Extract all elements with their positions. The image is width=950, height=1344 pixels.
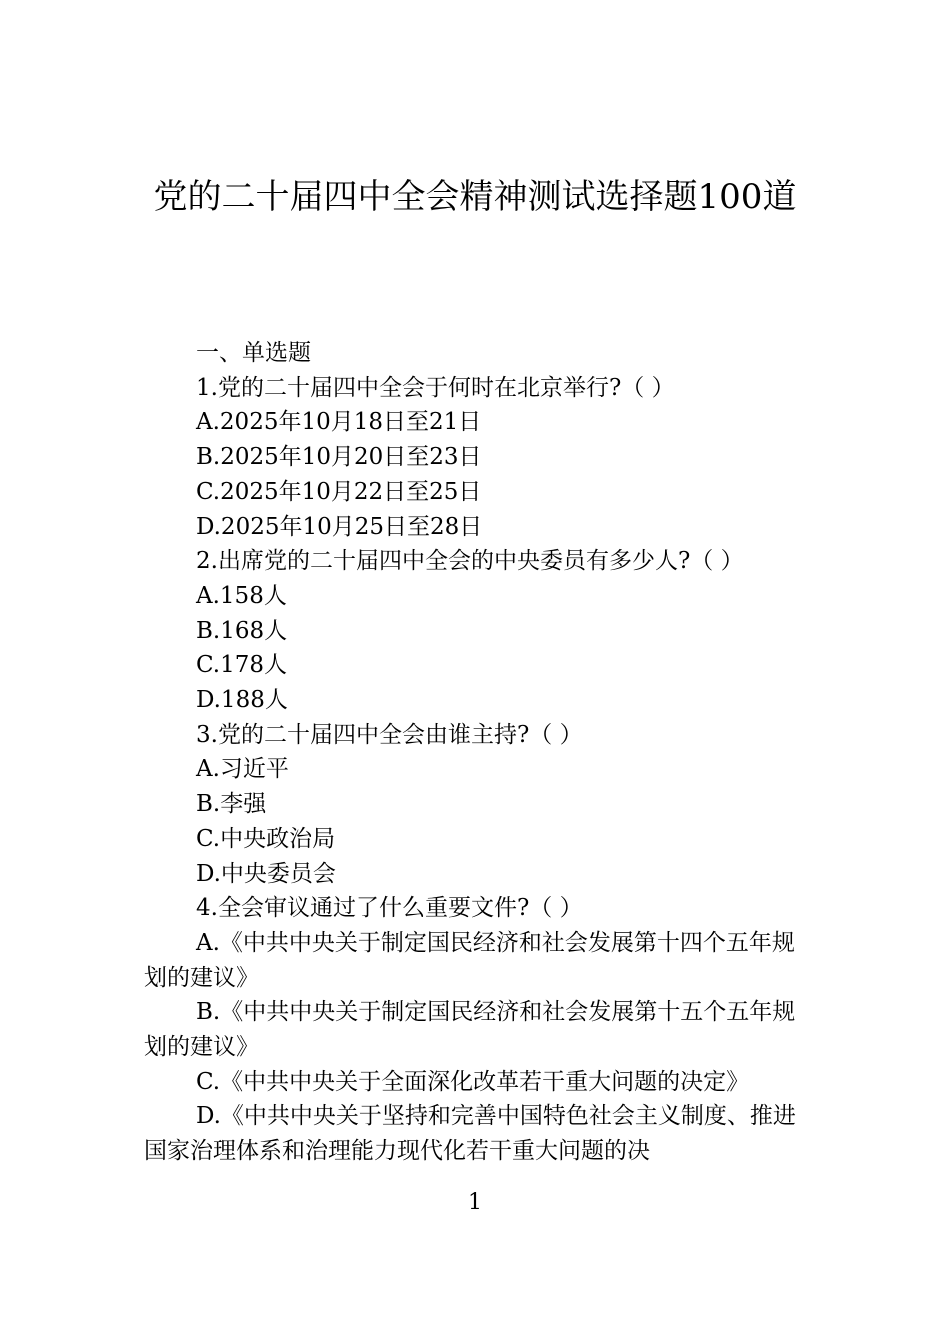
question-2-option-c: C.178人 [196, 652, 287, 679]
question-3-option-b: B.李强 [196, 791, 267, 818]
page-number: 1 [468, 1190, 482, 1215]
question-4-option-c: C.《中共中央关于全面深化改革若干重大问题的决定》 [196, 1068, 750, 1095]
question-1: 1.党的二十届四中全会于何时在北京举行?（ ） [196, 374, 675, 401]
question-2-option-b: B.168人 [196, 617, 288, 644]
question-3-option-d: D.中央委员会 [196, 860, 336, 887]
question-2: 2.出席党的二十届四中全会的中央委员有多少人?（ ） [196, 548, 744, 575]
question-1-option-b: B.2025年10月20日至23日 [196, 444, 482, 471]
section-heading: 一、单选题 [196, 340, 311, 366]
question-4-option-d: D.《中共中央关于坚持和完善中国特色社会主义制度、推进国家治理体系和治理能力现代化若干重大问题的决 [144, 1103, 796, 1165]
question-2-option-a: A.158人 [196, 582, 287, 609]
question-4-option-a: A.《中共中央关于制定国民经济和社会发展第十四个五年规划的建议》 [144, 929, 795, 991]
question-1-option-a: A.2025年10月18日至21日 [196, 409, 482, 436]
question-4-option-b: B.《中共中央关于制定国民经济和社会发展第十五个五年规划的建议》 [144, 999, 796, 1061]
question-1-option-d: D.2025年10月25日至28日 [196, 513, 483, 540]
question-2-option-d: D.188人 [196, 687, 288, 714]
question-4: 4.全会审议通过了什么重要文件?（ ） [196, 895, 583, 922]
question-3-option-c: C.中央政治局 [196, 825, 336, 852]
document-body [144, 336, 806, 1169]
page-title: 党的二十届四中全会精神测试选择题100道 [153, 177, 797, 217]
question-1-option-c: C.2025年10月22日至25日 [196, 478, 482, 505]
question-3: 3.党的二十届四中全会由谁主持?（ ） [196, 721, 583, 748]
question-3-option-a: A.习近平 [196, 756, 289, 783]
